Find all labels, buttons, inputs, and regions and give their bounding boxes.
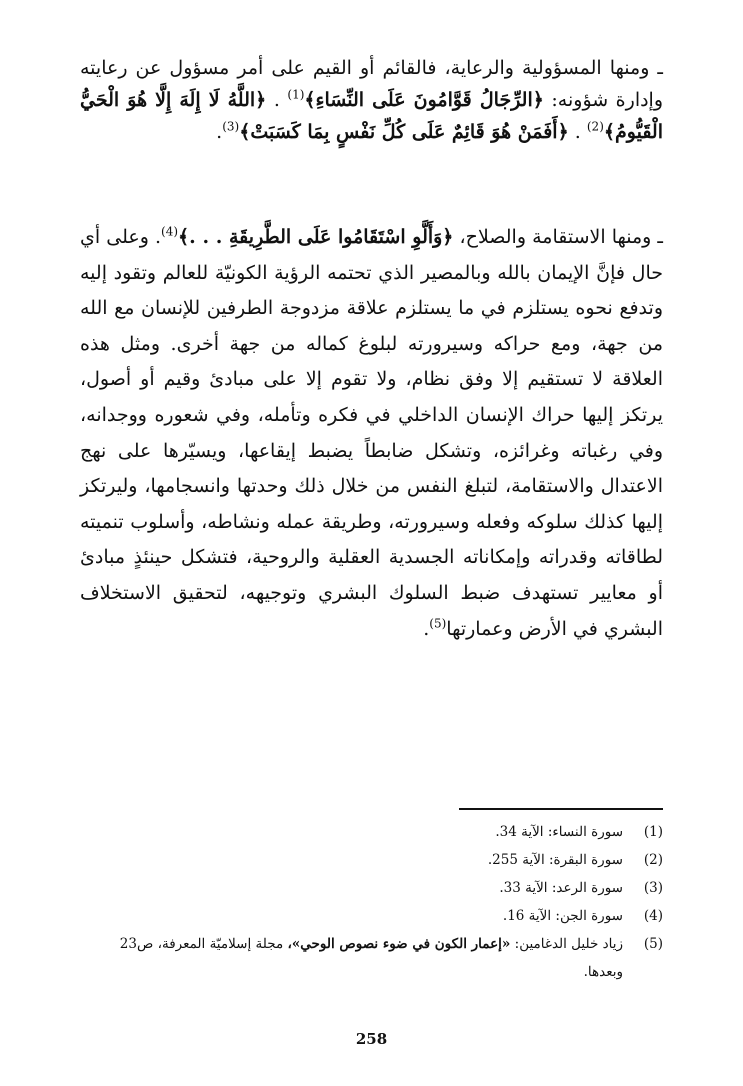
footnote-text: سورة النساء: الآية 34. [495, 824, 623, 840]
footnote-number: (2) [643, 852, 663, 868]
footnotes [80, 818, 663, 986]
footnote-reference[interactable]: (1) [287, 87, 305, 102]
footnote-reference[interactable]: (5) [429, 616, 447, 631]
footnote-divider [459, 808, 663, 810]
footnote-reference[interactable]: (4) [161, 224, 179, 239]
footnote-number: (4) [643, 908, 663, 924]
footnote-item [80, 902, 663, 930]
footnote-article-title: «إعمار الكون في ضوء نصوص الوحي»، [287, 936, 511, 952]
paragraph-responsibility [80, 52, 663, 148]
separator: . [216, 121, 223, 143]
footnote-text [80, 930, 623, 986]
footnote-number: (1) [643, 824, 663, 840]
footnote-item [80, 874, 663, 902]
footnote-reference[interactable]: (3) [222, 119, 240, 134]
footnote-item [80, 846, 663, 874]
footnote-reference[interactable]: (2) [586, 119, 604, 134]
paragraph-intro: ـ ومنها الاستقامة والصلاح، [459, 226, 663, 248]
footnote-source: مجلة إسلاميّة المعرفة، ص23 وبعدها. [119, 936, 623, 980]
footnote-number: (5) [643, 936, 663, 952]
page-number: 258 [355, 1030, 388, 1048]
separator: . [273, 89, 280, 111]
separator: . [574, 121, 581, 143]
footnote-number: (3) [643, 880, 663, 896]
quran-verse: ﴿وَأَلَّوِ اسْتَقَامُوا عَلَى الطَّرِيقَةِ . . .﴾ [178, 226, 454, 248]
footnote-item [80, 930, 663, 986]
quran-verse: ﴿الرِّجَالُ قَوَّامُونَ عَلَى النِّسَاءِ﴾ [304, 89, 544, 111]
footnote-author: زياد خليل الدغامين: [514, 936, 623, 952]
separator: . [154, 226, 162, 248]
footnote-text: سورة الجن: الآية 16. [502, 908, 623, 924]
footnote-item [80, 818, 663, 846]
quran-verse: ﴿أَفَمَنْ هُوَ قَائِمٌ عَلَى كُلِّ نَفْسٍ بِمَا كَسَبَتْ﴾ [239, 121, 569, 143]
footnote-text: سورة الرعد: الآية 33. [499, 880, 623, 896]
paragraph-intro: ـ ومنها المسؤولية والرعاية، فالقائم أو القيم على أمر مسؤول عن رعايته وإدارة شؤونه: [80, 57, 664, 111]
quran-verse: ﴿اللَّهُ لَا إِلَهَ إِلَّا هُوَ الْحَيُّ الْقَيُّومُ﴾ [80, 89, 663, 143]
paragraph-uprightness [80, 220, 663, 647]
footnote-text: سورة البقرة: الآية 255. [487, 852, 623, 868]
separator: . [423, 617, 430, 640]
paragraph-body: وعلى أي حال فإنَّ الإيمان بالله وبالمصير الذي تحتمه الرؤية الكونيّة للعالم وتقود إليه وتدفع نحوه يستلزم في ما يستلزم علاقة مزدوجة الطرفين للإنسان مع الله من جهة، ومع حراكه وسيرورته لبلوغ كماله من جهة أخرى. ومثل هذه العلاقة لا تستقيم إلا وفق نظام، ولا تقوم إلا على مبادئ وقيم أو أصول، يرتكز إليها حراك الإنسان الداخلي في فكره وتأمله، وفي شعوره ووجدانه، وفي رغباته وغرائزه، وتشكل ضابطاً يضبط إيقاعها، ويسيّرها على نهج الاعتدال والاستقامة، لتبلغ النفس من خلال ذلك وحدتها وانسجامها، وليرتكز إليها كذلك سلوكه وفعله وسيرورته، وطريقة عمله ونشاطه، وأسلوب تنميته لطاقاته وقدراته وإمكاناته الجسدية العقلية والروحية، فتشكل حينئذٍ مبادئ أو معايير تستهدف ضبط السلوك البشري وتوجيهه، لتحقيق الاستخلاف البشري في الأرض وعمارتها [80, 226, 663, 640]
